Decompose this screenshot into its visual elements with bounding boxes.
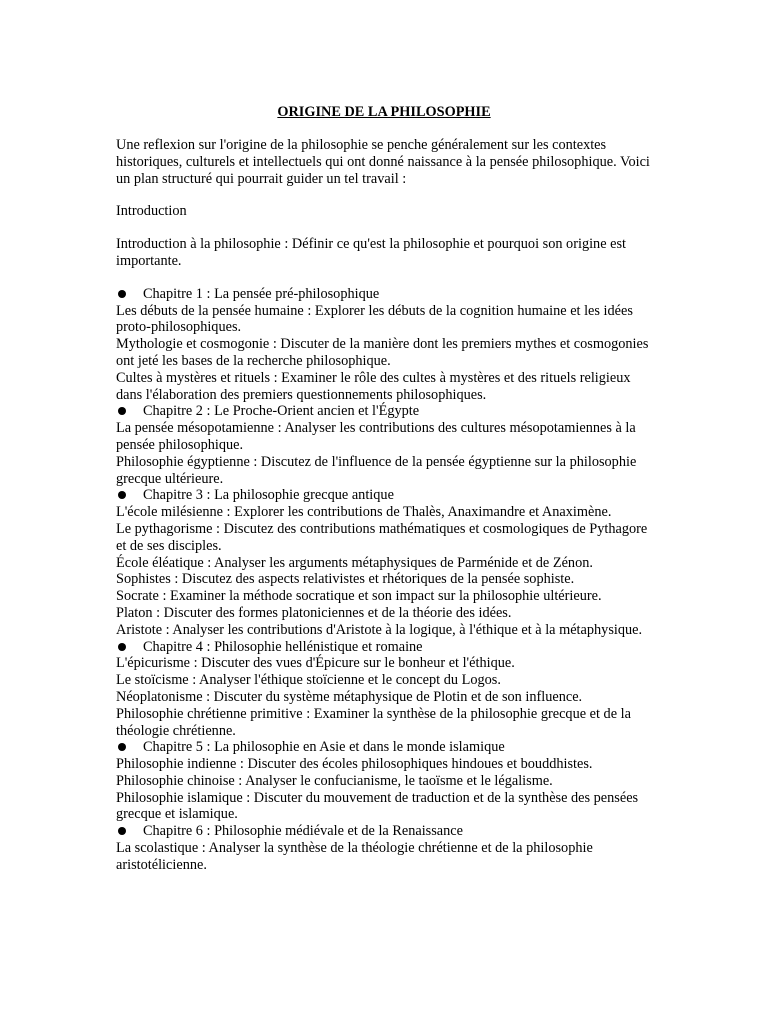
chapter-item: L'école milésienne : Explorer les contributions de Thalès, Anaximandre et Anaximène. — [116, 504, 612, 521]
intro-paragraph: Une reflexion sur l'origine de la philosophie se penche généralement sur les contextes historiques, culturels et intellectuels qui ont donné naissance à la pensée philosophique. Voici un plan structuré qui pourrait guider un tel travail : — [116, 137, 650, 187]
chapter-heading — [116, 286, 652, 303]
chapter-heading-text: Chapitre 3 : La philosophie grecque antique — [143, 487, 394, 504]
chapter-item: Néoplatonisme : Discuter du système métaphysique de Plotin et de son influence. — [116, 688, 583, 705]
document-title: ORIGINE DE LA PHILOSOPHIE — [277, 104, 491, 120]
chapter-item: Socrate : Examiner la méthode socratique et son impact sur la philosophie ultérieure. — [116, 588, 602, 605]
introduction-heading: Introduction — [116, 203, 187, 220]
chapter-heading — [116, 487, 652, 504]
chapters-list — [116, 286, 652, 874]
chapter-heading-text: Chapitre 2 : Le Proche-Orient ancien et l'Égypte — [143, 403, 420, 420]
document-body — [116, 104, 652, 874]
chapter-item: Le stoïcisme : Analyser l'éthique stoïcienne et le concept du Logos. — [116, 672, 501, 689]
spacer — [116, 187, 652, 203]
bullet-icon — [118, 643, 126, 651]
bullet-icon — [118, 491, 126, 499]
chapter-item: La pensée mésopotamienne : Analyser les contributions des cultures mésopotamiennes à la pensée philosophique. — [116, 420, 636, 453]
chapter-heading — [116, 403, 652, 420]
chapter-item: Aristote : Analyser les contributions d'Aristote à la logique, à l'éthique et à la métaphysique. — [116, 621, 643, 638]
chapter-item: La scolastique : Analyser la synthèse de la théologie chrétienne et de la philosophie aristotélicienne. — [116, 840, 593, 873]
chapter-item: Philosophie égyptienne : Discutez de l'influence de la pensée égyptienne sur la philosophie grecque ultérieure. — [116, 453, 637, 487]
introduction-text: Introduction à la philosophie : Définir ce qu'est la philosophie et pourquoi son origine est importante. — [116, 236, 627, 269]
chapter-item: Les débuts de la pensée humaine : Explorer les débuts de la cognition humaine et les idées proto-philosophiques. — [116, 302, 633, 336]
chapter-item: Cultes à mystères et rituels : Examiner le rôle des cultes à mystères et des rituels religieux dans l'élaboration des premiers questionnements philosophiques. — [116, 369, 631, 403]
bullet-icon — [118, 743, 126, 751]
spacer — [116, 270, 652, 286]
bullet-icon — [118, 827, 126, 835]
chapter-item: Platon : Discuter des formes platoniciennes et de la théorie des idées. — [116, 604, 512, 621]
spacer — [116, 220, 652, 236]
chapter-item: École éléatique : Analyser les arguments métaphysiques de Parménide et de Zénon. — [116, 554, 593, 571]
bullet-icon — [118, 290, 126, 298]
chapter-item: Sophistes : Discutez des aspects relativistes et rhétoriques de la pensée sophiste. — [116, 571, 575, 588]
chapter-item: L'épicurisme : Discuter des vues d'Épicure sur le bonheur et l'éthique. — [116, 655, 515, 672]
chapter-heading — [116, 639, 652, 656]
chapter-heading-text: Chapitre 4 : Philosophie hellénistique et romaine — [143, 638, 423, 655]
chapter-heading — [116, 739, 652, 756]
chapter-item: Le pythagorisme : Discutez des contributions mathématiques et cosmologiques de Pythagore et de ses disciples. — [116, 520, 648, 554]
chapter-heading — [116, 823, 652, 840]
chapter-heading-text: Chapitre 5 : La philosophie en Asie et dans le monde islamique — [143, 739, 505, 756]
chapter-item: Philosophie indienne : Discuter des écoles philosophiques hindoues et bouddhistes. — [116, 756, 593, 773]
bullet-icon — [118, 407, 126, 415]
chapter-heading-text: Chapitre 1 : La pensée pré-philosophique — [143, 285, 380, 302]
chapter-item: Mythologie et cosmogonie : Discuter de la manière dont les premiers mythes et cosmogonies ont jeté les bases de la recherche philosophique. — [116, 336, 649, 369]
chapter-item: Philosophie chinoise : Analyser le confucianisme, le taoïsme et le légalisme. — [116, 772, 553, 789]
chapter-item: Philosophie islamique : Discuter du mouvement de traduction et de la synthèse des pensées grecque et islamique. — [116, 789, 639, 823]
chapter-heading-text: Chapitre 6 : Philosophie médiévale et de la Renaissance — [143, 823, 463, 840]
chapter-item: Philosophie chrétienne primitive : Examiner la synthèse de la philosophie grecque et de la théologie chrétienne. — [116, 705, 631, 739]
